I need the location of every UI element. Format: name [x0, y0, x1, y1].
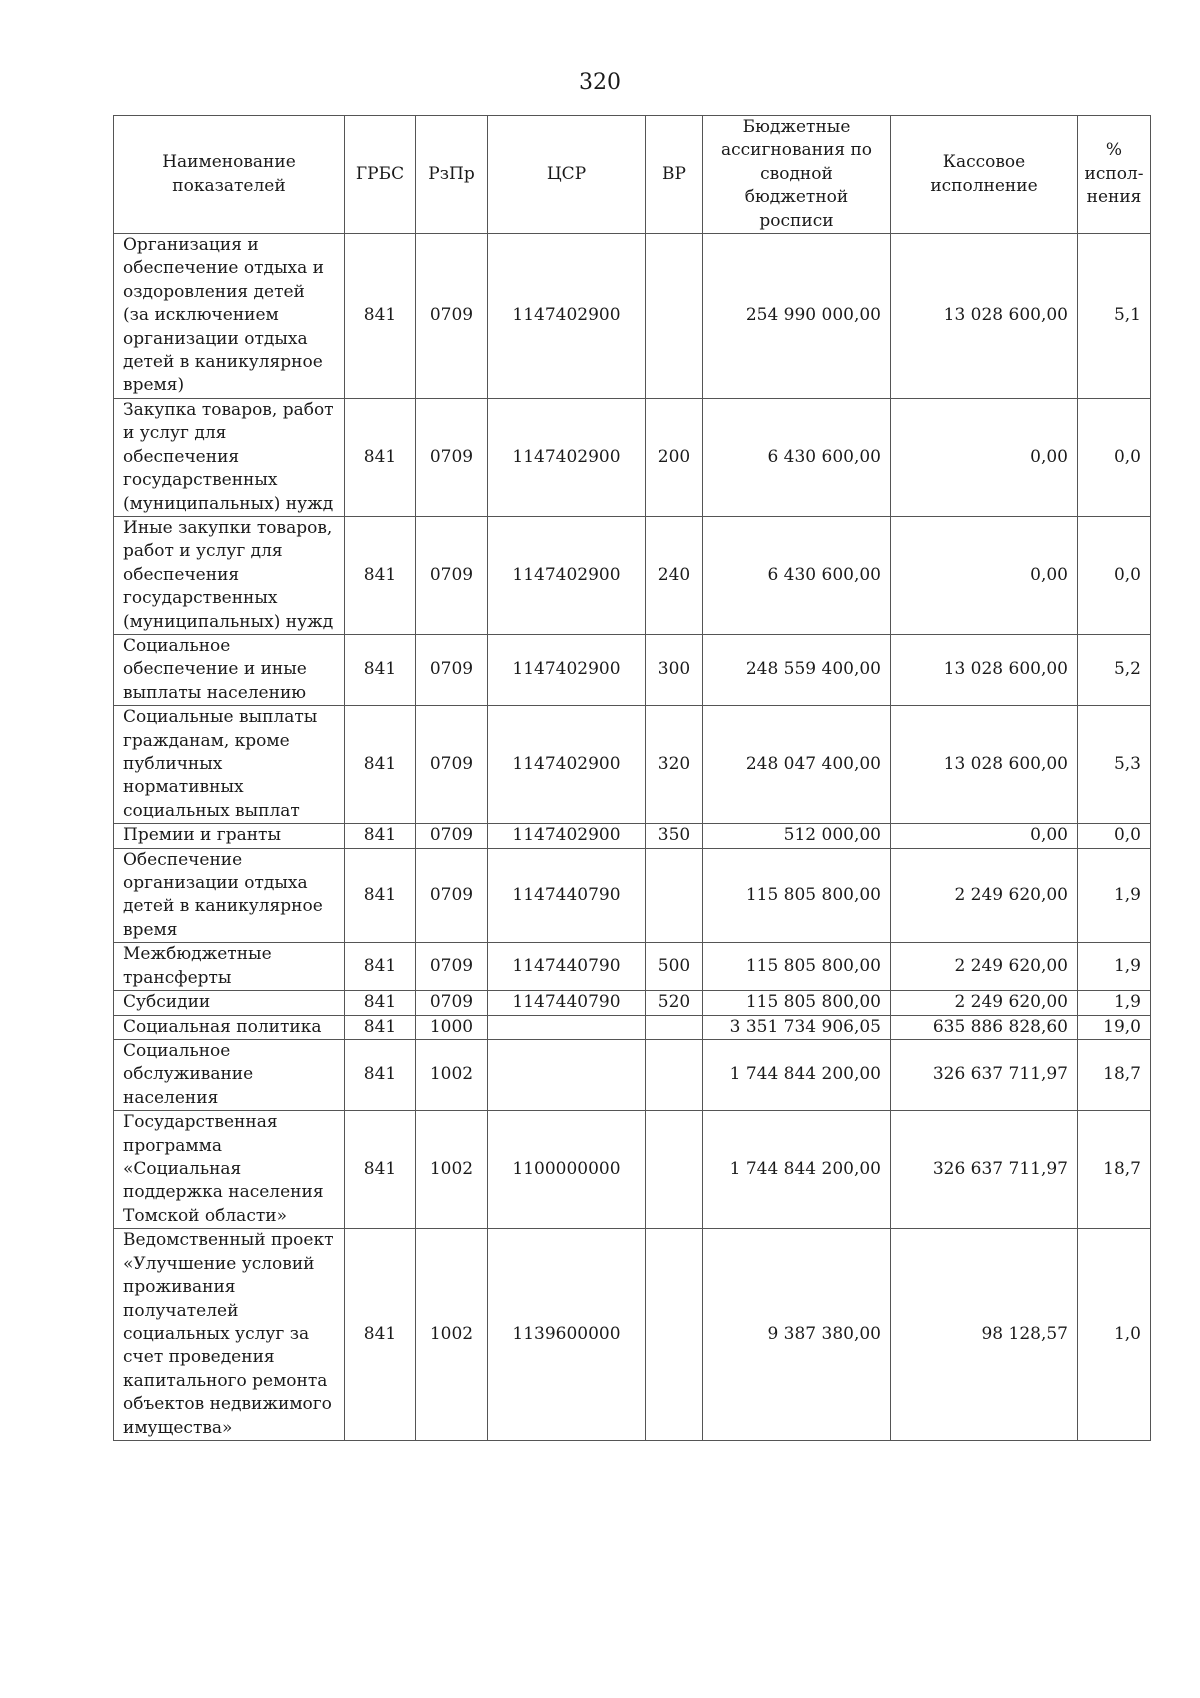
row-grbs: 841: [345, 991, 416, 1015]
row-csr: 1147440790: [488, 943, 646, 991]
row-cash: 326 637 711,97: [891, 1111, 1078, 1229]
row-csr: 1147402900: [488, 516, 646, 634]
header-rzpr: РзПр: [416, 116, 488, 234]
row-name: Ведомственный проект «Улучшение условий проживания получателей социальных услуг за счет проведения капитального ремонта объектов недвижимого имущества»: [114, 1229, 345, 1441]
row-budget: 115 805 800,00: [703, 848, 891, 943]
row-cash: 13 028 600,00: [891, 706, 1078, 824]
table-row: [114, 1015, 1151, 1039]
table-row: [114, 398, 1151, 516]
row-cash: 13 028 600,00: [891, 234, 1078, 399]
row-cash: 0,00: [891, 516, 1078, 634]
row-rzpr: 1000: [416, 1015, 488, 1039]
row-csr: 1100000000: [488, 1111, 646, 1229]
row-grbs: 841: [345, 234, 416, 399]
table-row: [114, 824, 1151, 848]
row-name: Закупка товаров, работ и услуг для обеспечения государственных (муниципальных) нужд: [114, 398, 345, 516]
header-vr: ВР: [646, 116, 703, 234]
row-name: Государственная программа «Социальная поддержка населения Томской области»: [114, 1111, 345, 1229]
row-vr: [646, 1040, 703, 1111]
row-rzpr: 0709: [416, 991, 488, 1015]
table-row: [114, 848, 1151, 943]
row-budget: 1 744 844 200,00: [703, 1040, 891, 1111]
table-row: [114, 516, 1151, 634]
budget-table: [113, 115, 1151, 1441]
row-name: Социальная политика: [114, 1015, 345, 1039]
row-percent: 0,0: [1078, 824, 1151, 848]
row-csr: 1147440790: [488, 991, 646, 1015]
table-row: [114, 991, 1151, 1015]
row-csr: 1147402900: [488, 234, 646, 399]
header-csr: ЦСР: [488, 116, 646, 234]
row-percent: 0,0: [1078, 516, 1151, 634]
row-cash: 0,00: [891, 824, 1078, 848]
row-vr: [646, 1111, 703, 1229]
row-grbs: 841: [345, 943, 416, 991]
table-row: [114, 234, 1151, 399]
row-percent: 5,1: [1078, 234, 1151, 399]
row-cash: 0,00: [891, 398, 1078, 516]
row-grbs: 841: [345, 1040, 416, 1111]
row-csr: 1147402900: [488, 398, 646, 516]
row-name: Премии и гранты: [114, 824, 345, 848]
row-rzpr: 0709: [416, 824, 488, 848]
row-vr: 320: [646, 706, 703, 824]
row-grbs: 841: [345, 706, 416, 824]
row-csr: 1147402900: [488, 824, 646, 848]
row-cash: 326 637 711,97: [891, 1040, 1078, 1111]
row-grbs: 841: [345, 516, 416, 634]
row-grbs: 841: [345, 848, 416, 943]
row-rzpr: 0709: [416, 848, 488, 943]
row-grbs: 841: [345, 1111, 416, 1229]
row-cash: 98 128,57: [891, 1229, 1078, 1441]
row-csr: [488, 1040, 646, 1111]
row-percent: 18,7: [1078, 1040, 1151, 1111]
row-percent: 1,9: [1078, 943, 1151, 991]
row-csr: 1147402900: [488, 634, 646, 705]
row-name: Обеспечение организации отдыха детей в каникулярное время: [114, 848, 345, 943]
row-vr: 520: [646, 991, 703, 1015]
table-row: [114, 1229, 1151, 1441]
row-percent: 5,3: [1078, 706, 1151, 824]
row-percent: 5,2: [1078, 634, 1151, 705]
row-vr: [646, 1015, 703, 1039]
table-row: [114, 706, 1151, 824]
row-cash: 2 249 620,00: [891, 848, 1078, 943]
row-grbs: 841: [345, 1229, 416, 1441]
row-percent: 1,9: [1078, 991, 1151, 1015]
row-vr: 500: [646, 943, 703, 991]
row-budget: 115 805 800,00: [703, 943, 891, 991]
row-budget: 115 805 800,00: [703, 991, 891, 1015]
row-grbs: 841: [345, 634, 416, 705]
row-budget: 248 047 400,00: [703, 706, 891, 824]
header-grbs: ГРБС: [345, 116, 416, 234]
row-csr: 1147402900: [488, 706, 646, 824]
row-budget: 512 000,00: [703, 824, 891, 848]
row-grbs: 841: [345, 1015, 416, 1039]
row-cash: 13 028 600,00: [891, 634, 1078, 705]
row-percent: 19,0: [1078, 1015, 1151, 1039]
row-budget: 6 430 600,00: [703, 516, 891, 634]
row-name: Социальные выплаты гражданам, кроме публичных нормативных социальных выплат: [114, 706, 345, 824]
row-rzpr: 1002: [416, 1040, 488, 1111]
row-percent: 0,0: [1078, 398, 1151, 516]
table-row: [114, 634, 1151, 705]
row-percent: 18,7: [1078, 1111, 1151, 1229]
row-name: Субсидии: [114, 991, 345, 1015]
row-vr: [646, 1229, 703, 1441]
row-rzpr: 0709: [416, 516, 488, 634]
row-rzpr: 0709: [416, 943, 488, 991]
row-budget: 1 744 844 200,00: [703, 1111, 891, 1229]
row-budget: 248 559 400,00: [703, 634, 891, 705]
row-csr: [488, 1015, 646, 1039]
header-percent: % испол-нения: [1078, 116, 1151, 234]
header-row: [114, 116, 1151, 234]
row-name: Межбюджетные трансферты: [114, 943, 345, 991]
row-csr: 1139600000: [488, 1229, 646, 1441]
row-budget: 3 351 734 906,05: [703, 1015, 891, 1039]
row-rzpr: 0709: [416, 706, 488, 824]
row-rzpr: 0709: [416, 398, 488, 516]
row-cash: 635 886 828,60: [891, 1015, 1078, 1039]
table-row: [114, 1111, 1151, 1229]
page-number: 320: [579, 70, 621, 95]
row-name: Иные закупки товаров, работ и услуг для обеспечения государственных (муниципальных) нужд: [114, 516, 345, 634]
row-name: Социальное обеспечение и иные выплаты населению: [114, 634, 345, 705]
row-vr: 300: [646, 634, 703, 705]
table-row: [114, 1040, 1151, 1111]
row-cash: 2 249 620,00: [891, 991, 1078, 1015]
row-rzpr: 0709: [416, 234, 488, 399]
row-budget: 254 990 000,00: [703, 234, 891, 399]
row-grbs: 841: [345, 824, 416, 848]
row-name: Организация и обеспечение отдыха и оздоровления детей (за исключением организации отдыха детей в каникулярное время): [114, 234, 345, 399]
row-vr: [646, 848, 703, 943]
row-grbs: 841: [345, 398, 416, 516]
header-cash: Кассовое исполнение: [891, 116, 1078, 234]
row-percent: 1,0: [1078, 1229, 1151, 1441]
row-vr: 350: [646, 824, 703, 848]
row-rzpr: 1002: [416, 1229, 488, 1441]
row-csr: 1147440790: [488, 848, 646, 943]
header-name: Наименование показателей: [114, 116, 345, 234]
row-vr: 200: [646, 398, 703, 516]
row-percent: 1,9: [1078, 848, 1151, 943]
row-cash: 2 249 620,00: [891, 943, 1078, 991]
row-budget: 6 430 600,00: [703, 398, 891, 516]
row-name: Социальное обслуживание населения: [114, 1040, 345, 1111]
row-rzpr: 0709: [416, 634, 488, 705]
header-budget: Бюджетные ассигнования по сводной бюджетной росписи: [703, 116, 891, 234]
table-row: [114, 943, 1151, 991]
row-vr: [646, 234, 703, 399]
row-vr: 240: [646, 516, 703, 634]
row-rzpr: 1002: [416, 1111, 488, 1229]
row-budget: 9 387 380,00: [703, 1229, 891, 1441]
